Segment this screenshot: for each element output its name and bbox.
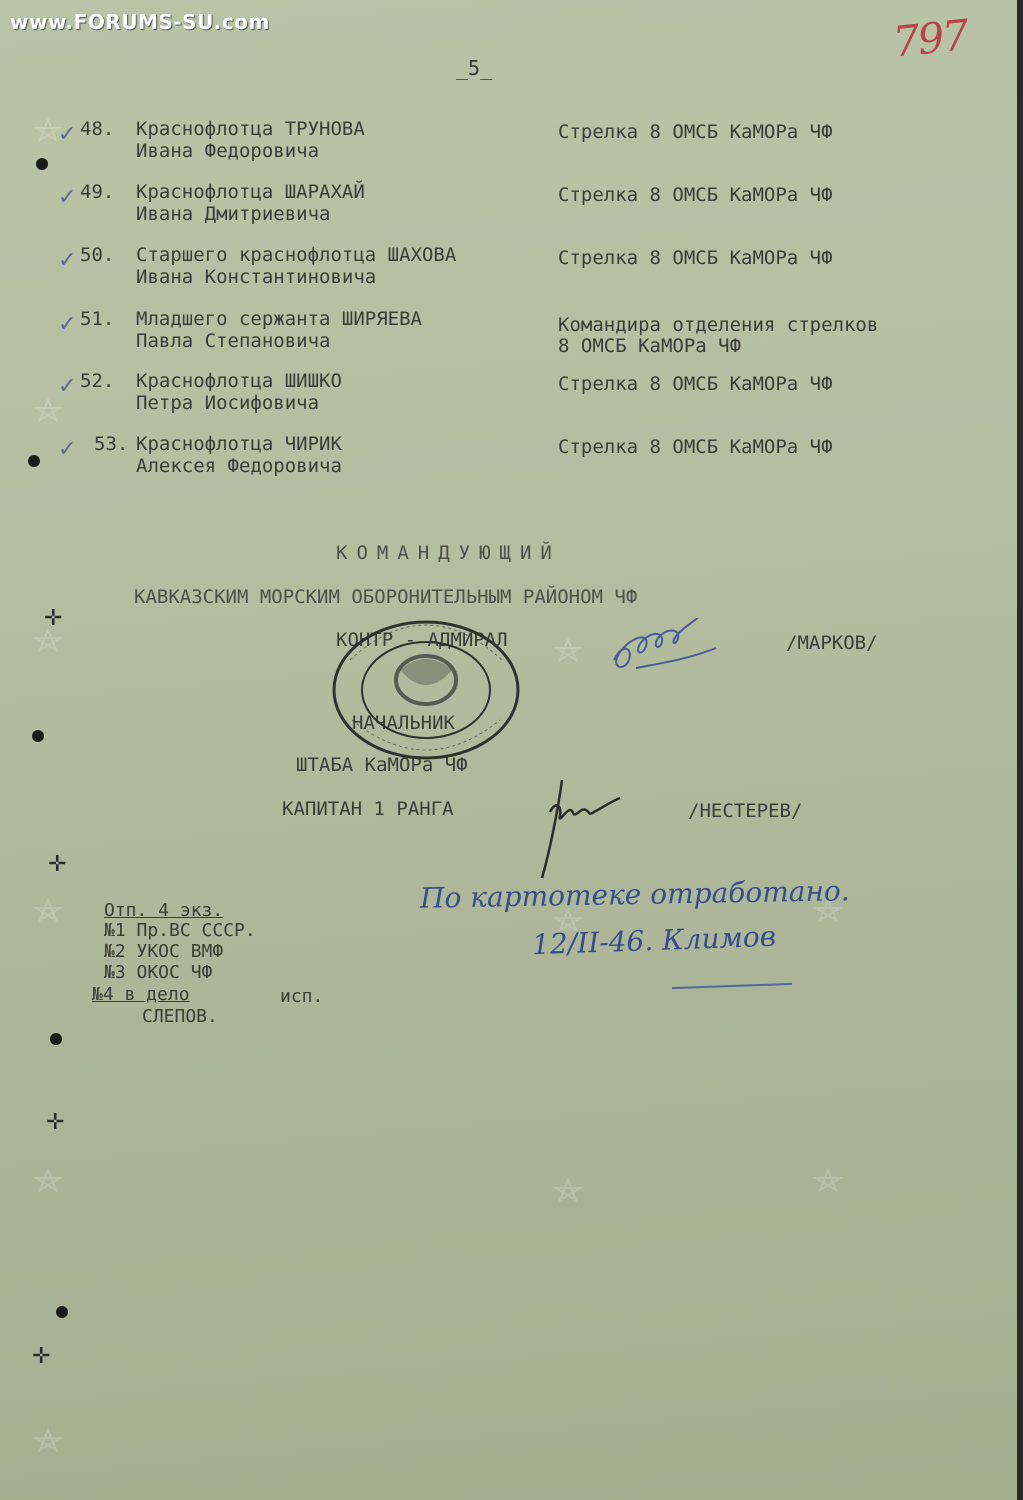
chief-name: /НЕСТЕРЕВ/ — [688, 800, 803, 822]
pin-mark-icon: ✛ — [46, 1110, 65, 1135]
binding-hole — [28, 455, 40, 467]
official-stamp — [330, 620, 526, 762]
entry-given-names: Ивана Дмитриевича — [136, 203, 331, 225]
binding-hole — [36, 158, 48, 170]
commander-unit: КАВКАЗСКИМ МОРСКИМ ОБОРОНИТЕЛЬНЫМ РАЙОНОМ ЧФ — [134, 586, 638, 608]
entry-50 — [0, 244, 1023, 304]
commander-title: КОМАНДУЮЩИЙ — [336, 542, 561, 564]
entry-position: Стрелка 8 ОМСБ КаМОРа ЧФ — [558, 121, 833, 143]
chief-title: НАЧАЛЬНИК — [352, 712, 455, 734]
entry-position: Стрелка 8 ОМСБ КаМОРа ЧФ — [558, 436, 833, 458]
binding-hole — [50, 1033, 62, 1045]
entry-48 — [0, 118, 1023, 178]
site-watermark: www.FORUMS-SU.com — [10, 10, 270, 34]
entry-given-names: Алексея Федоровича — [136, 455, 342, 477]
annotation-line-2: 12/II-46. Климов — [531, 919, 777, 962]
chief-rank: КАПИТАН 1 РАНГА — [282, 798, 454, 820]
entry-number: 50. — [80, 244, 115, 266]
distribution-line: №1 Пр.ВС СССР. — [104, 920, 256, 941]
pin-mark-icon: ✛ — [44, 606, 63, 631]
chief-signature — [530, 772, 630, 882]
check-mark-icon: ✓ — [58, 248, 77, 273]
entry-number: 52. — [80, 370, 115, 392]
check-mark-icon: ✓ — [58, 185, 77, 210]
entry-position: Стрелка 8 ОМСБ КаМОРа ЧФ — [558, 247, 833, 269]
check-mark-icon: ✓ — [58, 122, 77, 147]
pin-mark-icon: ✛ — [48, 852, 67, 877]
entry-number: 51. — [80, 308, 115, 330]
entry-53 — [0, 433, 1023, 493]
executor-label: исп. — [280, 986, 324, 1007]
entry-given-names: Павла Степановича — [136, 330, 331, 352]
entry-rank-surname: Краснофлотца ТРУНОВА — [136, 118, 365, 140]
entry-number: 48. — [80, 118, 115, 140]
distribution-line: №4 в дело — [92, 984, 190, 1005]
commander-signature — [606, 618, 746, 678]
entry-position: Стрелка 8 ОМСБ КаМОРа ЧФ — [558, 184, 833, 206]
entry-52 — [0, 370, 1023, 430]
entry-rank-surname: Младшего сержанта ШИРЯЕВА — [136, 308, 422, 330]
chief-unit: ШТАБА КаМОРа ЧФ — [296, 754, 468, 776]
check-mark-icon: ✓ — [58, 437, 77, 462]
entry-49 — [0, 181, 1023, 241]
distribution-header: Отп. 4 экз. — [104, 900, 224, 921]
entry-position: Стрелка 8 ОМСБ КаМОРа ЧФ — [558, 373, 833, 395]
distribution-line: №2 УКОС ВМФ — [104, 941, 224, 962]
binding-hole — [32, 730, 44, 742]
entry-rank-surname: Краснофлотца ШИШКО — [136, 370, 342, 392]
commander-name: /МАРКОВ/ — [786, 632, 878, 654]
entry-number: 49. — [80, 181, 115, 203]
entry-position: Командира отделения стрелков — [558, 314, 879, 336]
annotation-line-1: По картотеке отработано. — [419, 874, 850, 915]
commander-rank: КОНТР - АДМИРАЛ — [336, 629, 508, 651]
check-mark-icon: ✓ — [58, 374, 77, 399]
entry-51 — [0, 308, 1023, 368]
entry-given-names: Ивана Федоровича — [136, 140, 320, 162]
entry-rank-surname: Старшего краснофлотца ШАХОВА — [136, 244, 457, 266]
entry-rank-surname: Краснофлотца ЧИРИК — [136, 433, 342, 455]
binding-hole — [56, 1306, 68, 1318]
entry-given-names: Петра Иосифовича — [136, 392, 320, 414]
entry-given-names: Ивана Константиновича — [136, 266, 377, 288]
distribution-line: №3 ОКОС ЧФ — [104, 962, 213, 983]
archive-number: 797 — [890, 10, 970, 67]
entry-number: 53. — [94, 433, 129, 455]
entry-rank-surname: Краснофлотца ШАРАХАЙ — [136, 181, 365, 203]
executor-name: СЛЕПОВ. — [142, 1006, 218, 1027]
page-number: _5_ — [456, 56, 493, 80]
entry-position-unit: 8 ОМСБ КаМОРа ЧФ — [558, 335, 742, 357]
pin-mark-icon: ✛ — [32, 1344, 51, 1369]
check-mark-icon: ✓ — [58, 312, 77, 337]
